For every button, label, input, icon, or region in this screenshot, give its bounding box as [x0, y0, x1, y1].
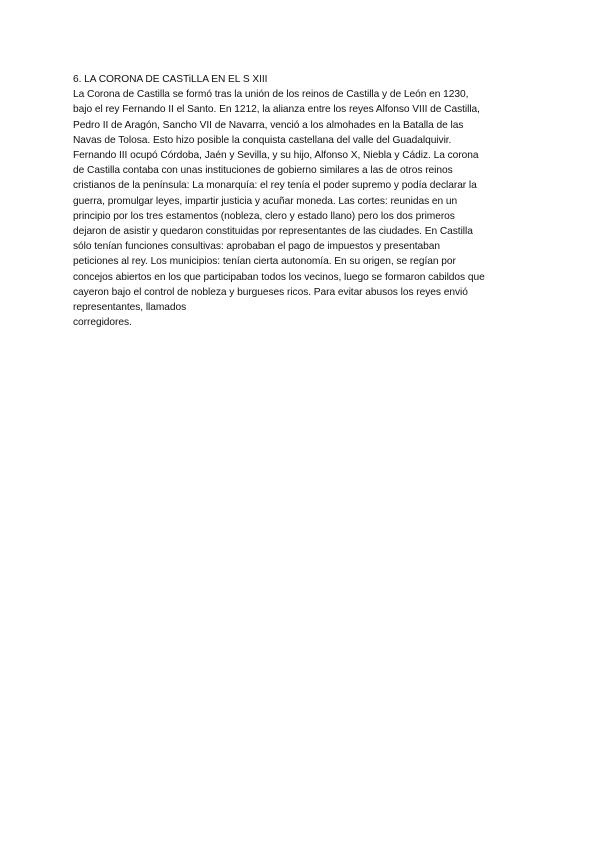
paragraph-line: concejos abiertos en los que participaban todos los vecinos, luego se formaron cabildos que	[73, 271, 485, 283]
paragraph-line: La Corona de Castilla se formó tras la unión de los reinos de Castilla y de León en 1230,	[73, 89, 469, 101]
paragraph-line: dejaron de asistir y quedaron constituidas por representantes de las ciudades. En Castilla	[73, 226, 473, 238]
paragraph-line: cayeron bajo el control de nobleza y burgueses ricos. Para evitar abusos los reyes envió	[73, 286, 468, 298]
paragraph-line: guerra, promulgar leyes, impartir justicia y acuñar moneda. Las cortes: reunidas en un	[73, 195, 458, 207]
paragraph-line: Pedro II de Aragón, Sancho VII de Navarra, venció a los almohades en la Batalla de las	[73, 119, 464, 131]
paragraph-line: cristianos de la península: La monarquía: el rey tenía el poder supremo y podía declarar la	[73, 180, 477, 192]
paragraph-line: peticiones al rey. Los municipios: tenían cierta autonomía. En su origen, se regían por	[73, 256, 456, 268]
paragraph-line: Fernando III ocupó Córdoba, Jaén y Sevilla, y su hijo, Alfonso X, Niebla y Cádiz. La corona	[73, 150, 479, 162]
paragraph-line: principio por los tres estamentos (nobleza, clero y estado llano) pero los dos primeros	[73, 210, 455, 222]
paragraph-line: sólo tenían funciones consultivas: aprobaban el pago de impuestos y presentaban	[73, 241, 441, 253]
document-title: 6. LA CORONA DE CASTiLLA EN EL S XIII	[73, 74, 268, 85]
paragraph-line: de Castilla contaba con unas instituciones de gobierno similares a las de otros reinos	[73, 165, 453, 177]
document-body	[73, 72, 533, 330]
paragraph-line: corregidores.	[73, 317, 132, 329]
paragraph-line: representantes, llamados	[73, 302, 187, 314]
paragraph-line: Navas de Tolosa. Esto hizo posible la conquista castellana del valle del Guadalquivir.	[73, 134, 452, 146]
paragraph-line: bajo el rey Fernando II el Santo. En 1212, la alianza entre los reyes Alfonso VIII de Castilla,	[73, 104, 480, 116]
